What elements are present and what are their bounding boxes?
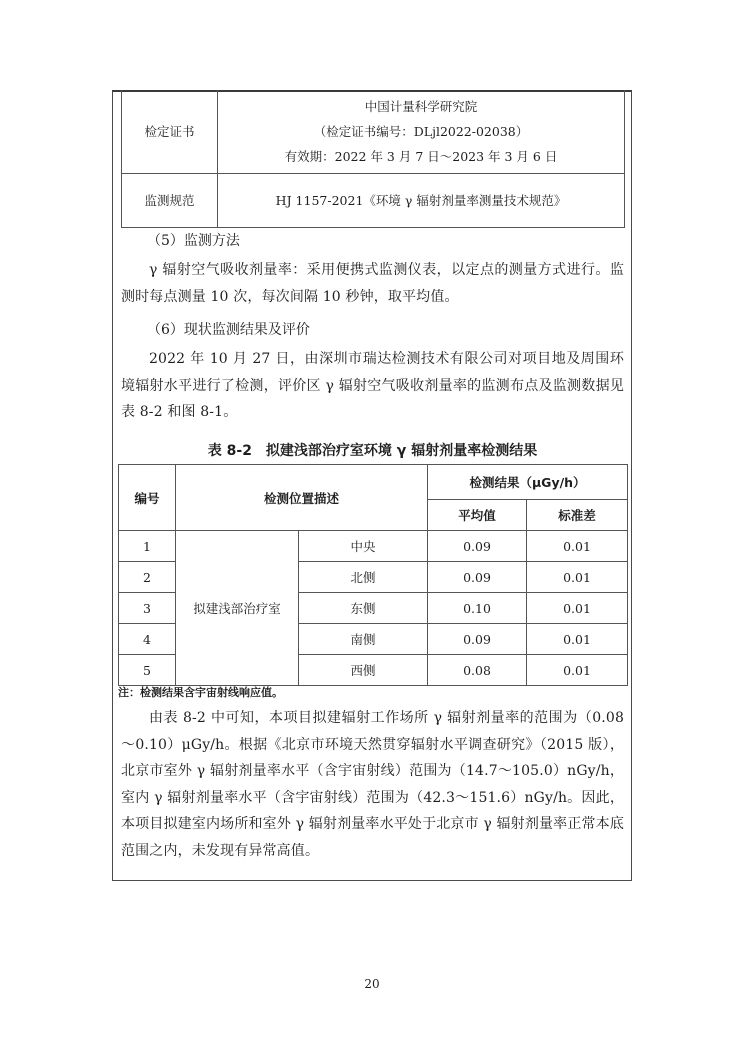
- header-row: [119, 465, 628, 500]
- cell-side: 西侧: [299, 655, 428, 686]
- section-6-paragraph: 2022 年 10 月 27 日，由深圳市瑞达检测技术有限公司对项目地及周围环境辐射水平进行了检测，评价区 γ 辐射空气吸收剂量率的监测布点及监测数据见表 8-2 和图 8-1。: [121, 351, 624, 420]
- cell-id: 5: [119, 655, 176, 686]
- cell-mean: 0.09: [428, 562, 527, 593]
- cell-id: 1: [119, 531, 176, 562]
- cell-side: 南侧: [299, 624, 428, 655]
- info-value: [218, 90, 625, 173]
- info-label: 监测规范: [122, 173, 218, 227]
- cell-std: 0.01: [527, 593, 628, 624]
- table-note: 注：检测结果含宇宙射线响应值。: [118, 686, 283, 699]
- table-row: [119, 531, 628, 562]
- section-5-heading: （5）监测方法: [147, 233, 240, 249]
- cell-mean: 0.10: [428, 593, 527, 624]
- cell-side: 北侧: [299, 562, 428, 593]
- cell-std: 0.01: [527, 531, 628, 562]
- cell-id: 2: [119, 562, 176, 593]
- table-caption: 表 8-2 拟建浅部治疗室环境 γ 辐射剂量率检测结果: [207, 443, 538, 459]
- conclusion-paragraph: 由表 8-2 中可知，本项目拟建辐射工作场所 γ 辐射剂量率的范围为（0.08～0.10）μGy/h。根据《北京市环境天然贯穿辐射水平调查研究》（2015 版），北京市室外 γ 辐射剂量率水平（含宇宙射线）范围为（14.7～105.0）nGy/h，室内 γ 辐射剂量率水平（含宇宙射线）范围为（42.3～151.6）nGy/h。因此，本项目拟建室内场所和室外 γ 辐射剂量率水平处于北京市 γ 辐射剂量率正常本底范围之内，未发现有异常高值。: [121, 710, 624, 859]
- header-std: 标准差: [527, 500, 628, 531]
- info-label: 检定证书: [122, 90, 218, 173]
- cell-std: 0.01: [527, 655, 628, 686]
- info-row-certificate: [122, 90, 625, 173]
- info-row-standard: [122, 173, 625, 227]
- certificate-number: （检定证书编号：DLjl2022-02038）: [313, 123, 529, 139]
- monitoring-standard: HJ 1157-2021《环境 γ 辐射剂量率测量技术规范》: [218, 173, 625, 227]
- page-number: 20: [364, 977, 380, 991]
- section-5-paragraph: γ 辐射空气吸收剂量率：采用便携式监测仪表，以定点的测量方式进行。监测时每点测量 10 次，每次间隔 10 秒钟，取平均值。: [121, 262, 624, 305]
- cell-std: 0.01: [527, 562, 628, 593]
- header-result-group: 检测结果（μGy/h）: [428, 465, 628, 500]
- results-table: [118, 464, 628, 686]
- header-location: 检测位置描述: [176, 465, 428, 531]
- cell-mean: 0.09: [428, 531, 527, 562]
- cell-id: 4: [119, 624, 176, 655]
- cell-std: 0.01: [527, 624, 628, 655]
- certificate-issuer: 中国计量科学研究院: [364, 98, 478, 114]
- cell-side: 中央: [299, 531, 428, 562]
- header-mean: 平均值: [428, 500, 527, 531]
- cell-room: 拟建浅部治疗室: [176, 531, 299, 686]
- header-id: 编号: [119, 465, 176, 531]
- cell-mean: 0.09: [428, 624, 527, 655]
- cell-side: 东侧: [299, 593, 428, 624]
- info-table: [121, 90, 625, 228]
- cell-mean: 0.08: [428, 655, 527, 686]
- certificate-validity: 有效期：2022 年 3 月 7 日～2023 年 3 月 6 日: [284, 148, 558, 164]
- section-6-heading: （6）现状监测结果及评价: [147, 322, 310, 338]
- cell-id: 3: [119, 593, 176, 624]
